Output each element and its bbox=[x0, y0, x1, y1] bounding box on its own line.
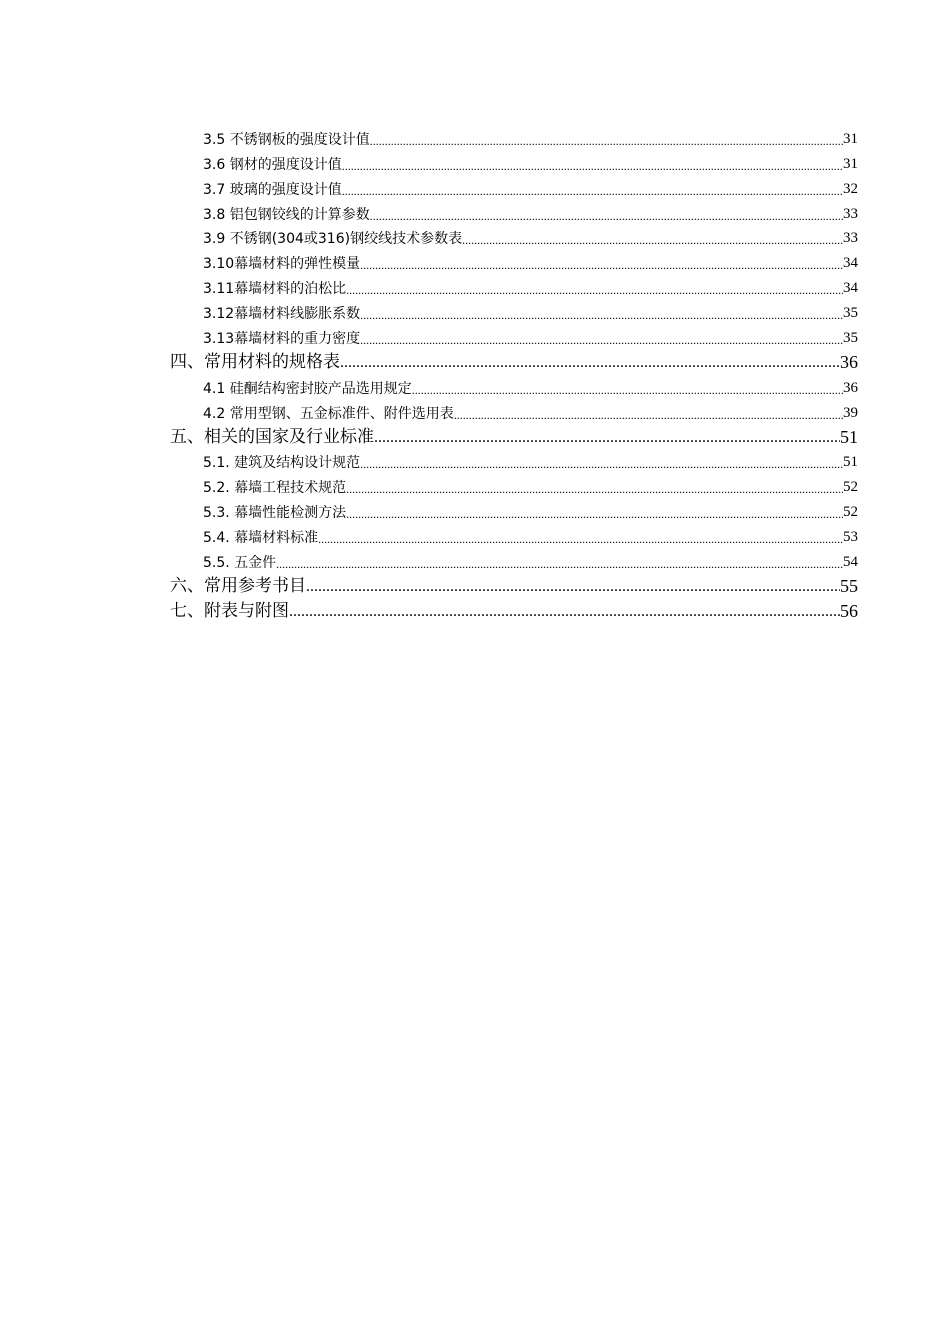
toc-page-number: 32 bbox=[843, 180, 858, 197]
toc-chapter-title: 四、常用材料的规格表 bbox=[170, 351, 340, 372]
toc-entry-5-1[interactable] bbox=[0, 449, 950, 474]
toc-page-number: 35 bbox=[843, 305, 858, 322]
toc-page-number: 33 bbox=[843, 230, 858, 247]
toc-page-number: 31 bbox=[843, 130, 858, 147]
toc-page-number: 51 bbox=[840, 426, 858, 447]
toc-entry-title: 4.2 常用型钢、五金标准件、附件选用表 bbox=[203, 405, 454, 422]
toc-page-number: 35 bbox=[843, 330, 858, 347]
toc-entry-5-3[interactable] bbox=[0, 498, 950, 523]
toc-dot-leader bbox=[340, 355, 840, 374]
toc-entry-3-13[interactable] bbox=[0, 324, 950, 349]
table-of-contents bbox=[0, 125, 950, 623]
toc-chapter-6[interactable] bbox=[0, 573, 950, 598]
toc-dot-leader bbox=[346, 284, 843, 299]
toc-page-number: 52 bbox=[843, 504, 858, 521]
toc-dot-leader bbox=[276, 558, 843, 573]
toc-page-number: 34 bbox=[843, 280, 858, 297]
toc-entry-3-11[interactable] bbox=[0, 274, 950, 299]
toc-entry-title: 3.8 铝包钢铰线的计算参数 bbox=[203, 206, 370, 223]
toc-dot-leader bbox=[306, 579, 840, 598]
toc-entry-title: 3.13幕墙材料的重力密度 bbox=[203, 331, 361, 348]
toc-dot-leader bbox=[454, 409, 843, 424]
toc-dot-leader bbox=[370, 210, 843, 225]
toc-entry-4-2[interactable] bbox=[0, 399, 950, 424]
toc-page-number: 52 bbox=[843, 479, 858, 496]
toc-page-number: 56 bbox=[840, 600, 858, 621]
toc-chapter-title: 六、常用参考书目 bbox=[170, 575, 306, 596]
toc-page-number: 54 bbox=[843, 554, 858, 571]
toc-entry-title: 5.4. 幕墙材料标准 bbox=[203, 530, 319, 547]
toc-entry-title: 4.1 硅酮结构密封胶产品选用规定 bbox=[203, 380, 412, 397]
toc-entry-3-9[interactable] bbox=[0, 225, 950, 250]
toc-dot-leader bbox=[360, 259, 843, 274]
toc-entry-title: 3.10幕墙材料的弹性模量 bbox=[203, 256, 361, 273]
toc-entry-5-4[interactable] bbox=[0, 523, 950, 548]
toc-dot-leader bbox=[289, 604, 840, 623]
toc-dot-leader bbox=[342, 160, 843, 175]
toc-page-number: 55 bbox=[840, 575, 858, 596]
toc-page-number: 39 bbox=[843, 404, 858, 421]
toc-entry-3-10[interactable] bbox=[0, 249, 950, 274]
toc-chapter-title: 五、相关的国家及行业标准 bbox=[170, 426, 374, 447]
toc-entry-3-12[interactable] bbox=[0, 299, 950, 324]
toc-dot-leader bbox=[370, 135, 843, 150]
toc-entry-3-8[interactable] bbox=[0, 200, 950, 225]
toc-entry-3-7[interactable] bbox=[0, 175, 950, 200]
toc-chapter-4[interactable] bbox=[0, 349, 950, 374]
toc-entry-title: 3.12幕墙材料线膨胀系数 bbox=[203, 306, 361, 323]
toc-entry-5-5[interactable] bbox=[0, 548, 950, 573]
toc-dot-leader bbox=[318, 533, 843, 548]
toc-entry-title: 3.6 钢材的强度设计值 bbox=[203, 156, 342, 173]
toc-entry-title: 3.9 不锈钢(304或316)钢绞线技术参数表 bbox=[203, 231, 463, 248]
toc-chapter-title: 七、附表与附图 bbox=[170, 600, 289, 621]
toc-entry-title: 5.2. 幕墙工程技术规范 bbox=[203, 480, 347, 497]
toc-dot-leader bbox=[346, 508, 843, 523]
toc-page-number: 31 bbox=[843, 155, 858, 172]
toc-page-number: 36 bbox=[840, 351, 858, 372]
toc-page-number: 36 bbox=[843, 379, 858, 396]
toc-chapter-7[interactable] bbox=[0, 598, 950, 623]
toc-dot-leader bbox=[360, 334, 843, 349]
toc-dot-leader bbox=[374, 430, 840, 449]
toc-entry-3-5[interactable] bbox=[0, 125, 950, 150]
toc-entry-title: 3.5 不锈钢板的强度设计值 bbox=[203, 131, 370, 148]
toc-dot-leader bbox=[346, 483, 843, 498]
toc-dot-leader bbox=[412, 384, 843, 399]
toc-page-number: 33 bbox=[843, 205, 858, 222]
toc-dot-leader bbox=[360, 309, 843, 324]
toc-entry-4-1[interactable] bbox=[0, 374, 950, 399]
toc-page-number: 51 bbox=[843, 454, 858, 471]
toc-dot-leader bbox=[342, 185, 843, 200]
toc-entry-5-2[interactable] bbox=[0, 473, 950, 498]
toc-page-number: 53 bbox=[843, 529, 858, 546]
toc-entry-title: 3.11幕墙材料的泊松比 bbox=[203, 281, 347, 298]
toc-entry-title: 5.3. 幕墙性能检测方法 bbox=[203, 505, 347, 522]
toc-chapter-5[interactable] bbox=[0, 424, 950, 449]
toc-dot-leader bbox=[360, 458, 843, 473]
toc-entry-title: 5.1. 建筑及结构设计规范 bbox=[203, 455, 361, 472]
toc-page-number: 34 bbox=[843, 255, 858, 272]
toc-entry-3-6[interactable] bbox=[0, 150, 950, 175]
toc-dot-leader bbox=[462, 234, 843, 249]
toc-entry-title: 5.5. 五金件 bbox=[203, 555, 277, 572]
toc-entry-title: 3.7 玻璃的强度设计值 bbox=[203, 181, 342, 198]
